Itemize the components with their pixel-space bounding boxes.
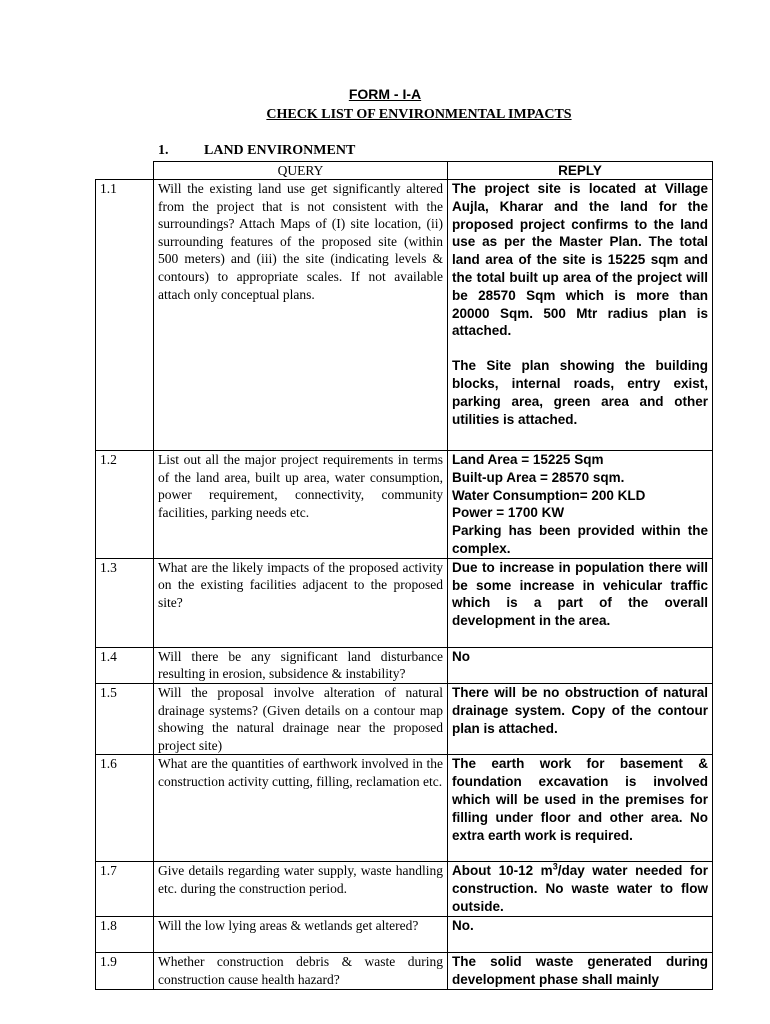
row-reply: No. xyxy=(448,917,713,953)
table-row xyxy=(96,953,713,990)
table-row xyxy=(96,180,713,451)
table-row xyxy=(96,755,713,862)
row-number: 1.1 xyxy=(96,180,154,451)
reply-line: Power = 1700 KW xyxy=(452,505,565,521)
row-query: Will the proposal involve alteration of natural drainage systems? (Given details on a contour map showing the natural drainage near the proposed project site) xyxy=(154,683,448,754)
row-query: Will the low lying areas & wetlands get altered? xyxy=(154,917,448,953)
header-blank xyxy=(96,162,154,180)
table-row xyxy=(96,647,713,683)
row-reply: There will be no obstruction of natural drainage system. Copy of the contour plan is attached. xyxy=(448,683,713,754)
row-number: 1.4 xyxy=(96,647,154,683)
row-reply: The solid waste generated during development phase shall mainly xyxy=(448,953,713,990)
reply-line: Land Area = 15225 Sqm xyxy=(452,452,604,467)
row-reply: Due to increase in population there will be some increase in vehicular traffic which is a part of the overall development in the area. xyxy=(448,558,713,647)
form-subtitle: CHECK LIST OF ENVIRONMENTAL IMPACTS xyxy=(266,107,572,122)
row-number: 1.5 xyxy=(96,683,154,754)
row-query: What are the quantities of earthwork involved in the construction activity cutting, filling, reclamation etc. xyxy=(154,755,448,862)
row-reply xyxy=(448,451,713,559)
row-number: 1.8 xyxy=(96,917,154,953)
row-reply: No xyxy=(448,647,713,683)
table-row xyxy=(96,862,713,917)
table-row xyxy=(96,917,713,953)
reply-line: Built-up Area = 28570 sqm. xyxy=(452,469,625,485)
header-reply: REPLY xyxy=(448,162,713,180)
reply-line: Water Consumption= 200 KLD xyxy=(452,487,646,503)
reply-paragraph: The project site is located at Village Aujla, Kharar and the land for the proposed project confirms to the land use as per the Master Plan. The total land area of the site is 15225 sqm and the total built up area of the project will be 28570 Sqm which is more than 20000 Sqm. 500 Mtr radius plan is attached. xyxy=(452,181,708,339)
reply-text: About 10-12 m xyxy=(452,863,553,879)
reply-line: Parking has been provided within the complex. xyxy=(452,523,708,556)
row-number: 1.9 xyxy=(96,953,154,990)
row-number: 1.7 xyxy=(96,862,154,917)
table-row xyxy=(96,451,713,559)
row-query: List out all the major project requirements in terms of the land area, built up area, water consumption, power requirement, connectivity, community facilities, parking needs etc. xyxy=(154,451,448,559)
superscript: 3 xyxy=(552,861,558,872)
reply-paragraph-2: The Site plan showing the building blocks, internal roads, entry exist, parking area, green area and other utilities is attached. xyxy=(452,358,708,427)
table-row xyxy=(96,683,713,754)
row-query: Give details regarding water supply, waste handling etc. during the construction period. xyxy=(154,862,448,917)
reply-text: /day water needed for construction. No waste water to flow outside. xyxy=(452,863,708,914)
table-row xyxy=(96,558,713,647)
row-number: 1.2 xyxy=(96,451,154,559)
row-query: Will there be any significant land disturbance resulting in erosion, subsidence & instability? xyxy=(154,647,448,683)
header-query: QUERY xyxy=(154,162,448,180)
form-title: FORM - I-A xyxy=(348,86,422,102)
section-number: 1. xyxy=(158,143,169,158)
row-number: 1.6 xyxy=(96,755,154,862)
table-header-row xyxy=(96,162,713,180)
section-heading xyxy=(158,143,355,159)
row-reply: The earth work for basement & foundation excavation is involved which will be used in the premises for filling under floor and other area. No extra earth work is required. xyxy=(448,755,713,862)
row-reply xyxy=(448,180,713,451)
row-query: What are the likely impacts of the proposed activity on the existing facilities adjacent to the proposed site? xyxy=(154,558,448,647)
row-query: Will the existing land use get significantly altered from the project that is not consistent with the surroundings? Attach Maps of (I) site location, (ii) surrounding features of the proposed site (within 500 meters) and (iii) the site (indicating levels & contours) to appropriate scales. If not available attach only conceptual plans. xyxy=(154,180,448,451)
row-number: 1.3 xyxy=(96,558,154,647)
row-reply xyxy=(448,862,713,917)
checklist-table xyxy=(95,161,713,990)
row-query: Whether construction debris & waste during construction cause health hazard? xyxy=(154,953,448,990)
section-title: LAND ENVIRONMENT xyxy=(204,143,356,158)
